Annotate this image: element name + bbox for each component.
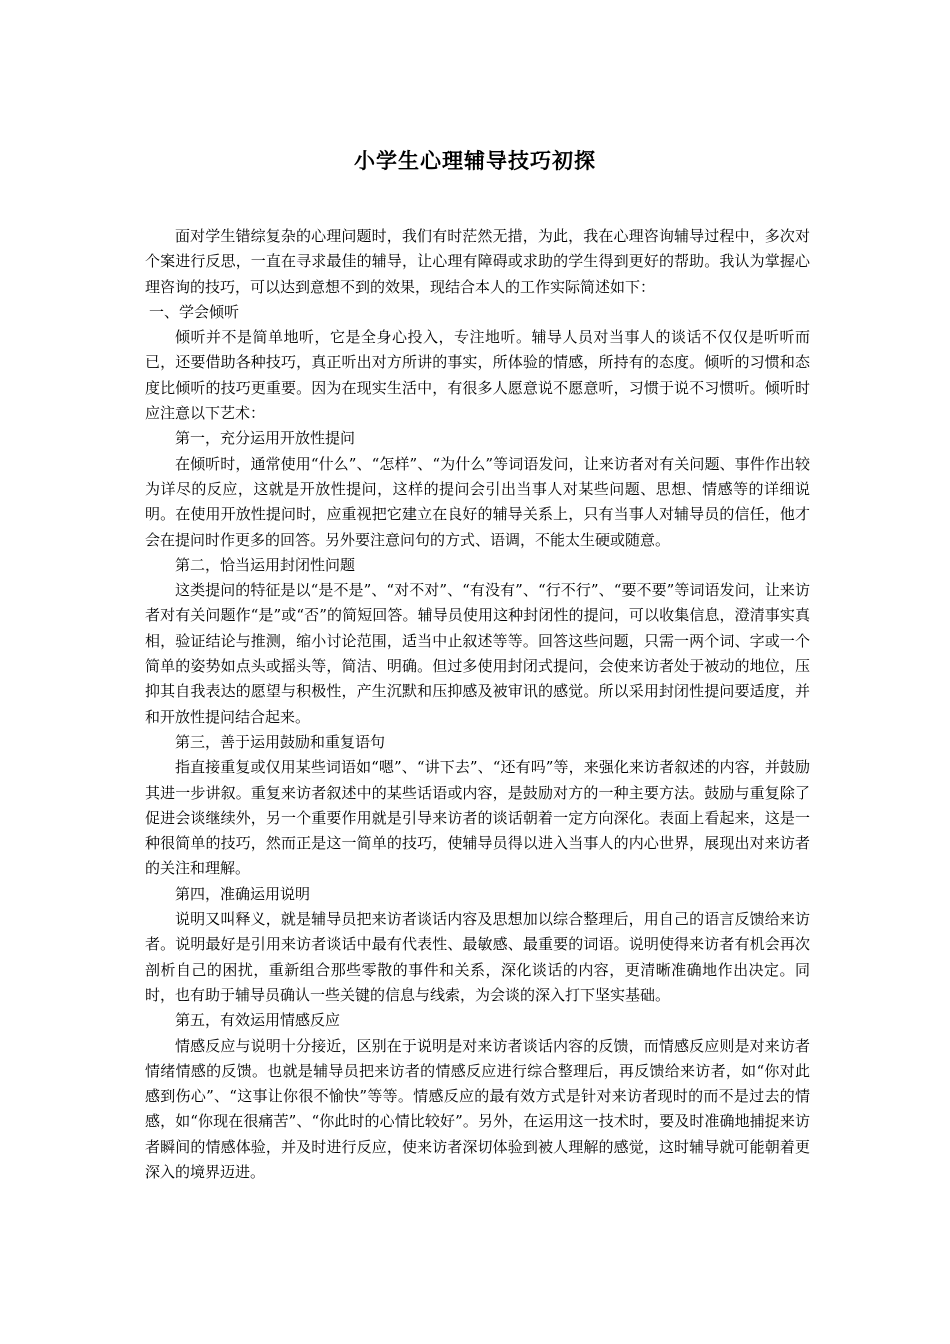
paragraph-explanation: 说明又叫释义，就是辅导员把来访者谈话内容及思想加以综合整理后，用自己的语言反馈给来访者。说明最好是引用来访者谈话中最有代表性、最敏感、最重要的词语。说明使得来访者有机会再次剖析自己的困扰，重新组合那些零散的事件和关系，深化谈话的内容，更清晰准确地作出决定。同时，也有助于辅导员确认一些关键的信息与线索，为会谈的深入打下坚实基础。 bbox=[145, 910, 810, 1004]
section-heading-listening: 一、学会倾听 bbox=[149, 302, 240, 321]
paragraph-open-questions: 在倾听时，通常使用“什么”、“怎样”、“为什么”等词语发问，让来访者对有关问题、事件作出较为详尽的反应，这就是开放性提问，这样的提问会引出当事人对某些问题、思想、情感等的详细说明。在使用开放性提问时，应重视把它建立在良好的辅导关系上，只有当事人对辅导员的信任，他才会在提问时作更多的回答。另外要注意问句的方式、语调，不能太生硬或随意。 bbox=[145, 454, 810, 549]
subheading-encouragement: 第三，善于运用鼓励和重复语句 bbox=[175, 732, 386, 751]
paragraph-emotional-response: 情感反应与说明十分接近，区别在于说明是对来访者谈话内容的反馈，而情感反应则是对来访者情绪情感的反馈。也就是辅导员把来访者的情感反应进行综合整理后，再反馈给来访者，如“你对此感到伤心”、“这事让你很不愉快”等等。情感反应的最有效方式是针对来访者现时的而不是过去的情感，如“你现在很痛苦”、“你此时的心情比较好”。另外，在运用这一技术时，要及时准确地捕捉来访者瞬间的情感体验，并及时进行反应，使来访者深切体验到被人理解的感觉，这时辅导就可能朝着更深入的境界迈进。 bbox=[145, 1036, 810, 1181]
page-title: 小学生心理辅导技巧初探 bbox=[354, 149, 596, 173]
paragraph-encouragement: 指直接重复或仅用某些词语如“嗯”、“讲下去”、“还有吗”等，来强化来访者叙述的内容，并鼓励其进一步讲叙。重复来访者叙述中的某些话语或内容，是鼓励对方的一种主要方法。鼓励与重复除了促进会谈继续外，另一个重要作用就是引导来访者的谈话朝着一定方向深化。表面上看起来，这是一种很简单的技巧，然而正是这一简单的技巧，使辅导员得以进入当事人的内心世界，展现出对来访者的关注和理解。 bbox=[145, 758, 810, 878]
paragraph-listening: 倾听并不是简单地听，它是全身心投入，专注地听。辅导人员对当事人的谈话不仅仅是听听而已，还要借助各种技巧，真正听出对方所讲的事实，所体验的情感，所持有的态度。倾听的习惯和态度比倾听的技巧更重要。因为在现实生活中，有很多人愿意说不愿意听，习惯于说不习惯听。倾听时应注意以下艺术： bbox=[145, 328, 810, 423]
subheading-closed-questions: 第二，恰当运用封闭性问题 bbox=[175, 555, 356, 574]
document-body bbox=[145, 224, 810, 1185]
subheading-explanation: 第四，准确运用说明 bbox=[175, 884, 311, 903]
paragraph-closed-questions: 这类提问的特征是以“是不是”、“对不对”、“有没有”、“行不行”、“要不要”等词语发问，让来访者对有关问题作“是”或“否”的简短回答。辅导员使用这种封闭性的提问，可以收集信息，澄清事实真相，验证结论与推测，缩小讨论范围，适当中止叙述等等。回答这些问题，只需一两个词、字或一个简单的姿势如点头或摇头等，简洁、明确。但过多使用封闭式提问，会使来访者处于被动的地位，压抑其自我表达的愿望与积极性，产生沉默和压抑感及被审讯的感觉。所以采用封闭性提问要适度，并和开放性提问结合起来。 bbox=[145, 581, 810, 726]
subheading-emotional-response: 第五，有效运用情感反应 bbox=[175, 1011, 341, 1030]
paragraph-intro: 面对学生错综复杂的心理问题时，我们有时茫然无措，为此，我在心理咨询辅导过程中，多次对个案进行反思，一直在寻求最佳的辅导，让心理有障碍或求助的学生得到更好的帮助。我认为掌握心理咨询的技巧，可以达到意想不到的效果，现结合本人的工作实际简述如下： bbox=[145, 227, 810, 296]
subheading-open-questions: 第一，充分运用开放性提问 bbox=[175, 429, 356, 448]
